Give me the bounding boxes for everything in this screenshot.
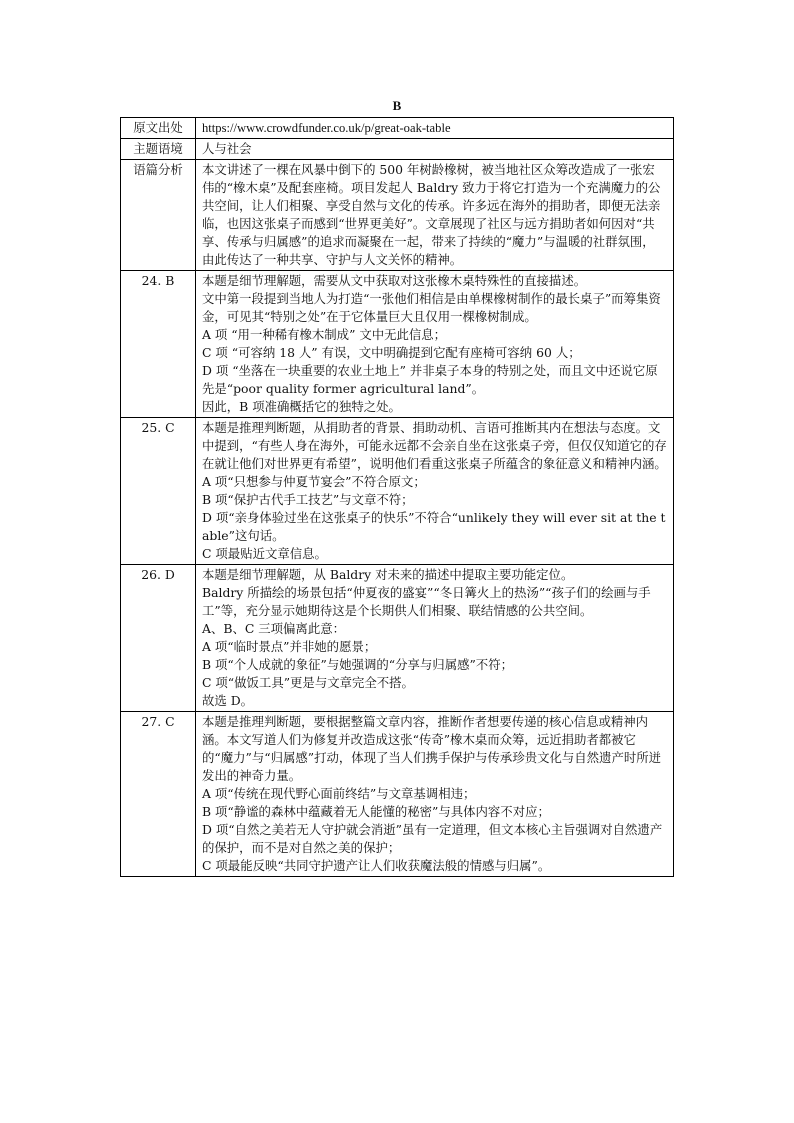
question-explanation [196,565,674,712]
theme-value: 人与社会 [196,139,674,160]
explanation-line: C 项“做饭工具”更是与文章完全不搭。 [202,675,414,690]
question-number: 25. C [121,418,196,565]
explanation-line: D 项“自然之美若无人守护就会消逝”虽有一定道理，但文本核心主旨强调对自然遗产的保护，而不是对自然之美的保护； [202,822,663,855]
source-label: 原文出处 [121,118,196,139]
question-number: 26. D [121,565,196,712]
theme-row [121,139,674,160]
question-explanation [196,712,674,877]
explanation-line: A 项“传统在现代野心面前终结”与文章基调相违； [202,786,476,801]
discourse-analysis-text: 本文讲述了一棵在风暴中倒下的 500 年树龄橡树，被当地社区众筹改造成了一张宏伟的“橡木桌”及配套座椅。项目发起人 Baldry 致力于将它打造为一个充满魔力的公共空间，让人们相聚、享受自然与文化的传承。许多远在海外的捐助者，即便无法亲临，也因这张桌子而感到“世界更美好”。文章展现了社区与远方捐助者如何因对“共享、传承与归属感”的追求而凝聚在一起，带来了持续的“魔力”与温暖的社群氛围，由此传达了一种共享、守护与人文关怀的精神。 [196,160,674,271]
source-url: https://www.crowdfunder.co.uk/p/great-oak-table [196,118,674,139]
explanation-line: C 项最贴近文章信息。 [202,546,327,561]
explanation-line: 文中第一段提到当地人为打造“一张他们相信是由单棵橡树制作的最长桌子”而筹集资金，可见其“特别之处”在于它体量巨大且仅用一棵橡树制成。 [202,291,661,324]
discourse-analysis-row [121,160,674,271]
question-number: 24. B [121,271,196,418]
explanation-line: 本题是细节理解题，需要从文中获取对这张橡木桌特殊性的直接描述。 [202,273,587,288]
question-explanation [196,271,674,418]
question-row-25 [121,418,674,565]
explanation-line: D 项“亲身体验过坐在这张桌子的快乐”不符合“unlikely they will ever sit at the table”这句话。 [202,510,666,543]
question-row-27 [121,712,674,877]
explanation-line: C 项 “可容纳 18 人” 有误，文中明确提到它配有座椅可容纳 60 人； [202,345,581,360]
explanation-line: Baldry 所描绘的场景包括“仲夏夜的盛宴”“冬日篝火上的热汤”“孩子们的绘画与手工”等，充分显示她期待这是个长期供人们相聚、联结情感的公共空间。 [202,585,651,618]
theme-label: 主题语境 [121,139,196,160]
question-number: 27. C [121,712,196,877]
discourse-analysis-label: 语篇分析 [121,160,196,271]
question-row-26 [121,565,674,712]
explanation-line: 本题是推理判断题，从捐助者的背景、捐助动机、言语可推断其内在想法与态度。文中提到，“有些人身在海外，可能永远都不会亲自坐在这张桌子旁，但仅仅知道它的存在就让他们对世界更有希望”，说明他们看重这张桌子所蕴含的象征意义和精神内涵。 [202,420,667,471]
explanation-line: A、B、C 三项偏离此意： [202,621,345,636]
explanation-line: D 项 “坐落在一块重要的农业土地上” 并非桌子本身的特别之处，而且文中还说它原先是“poor quality former agricultural land”。 [202,363,658,396]
explanation-line: 本题是推理判断题，要根据整篇文章内容，推断作者想要传递的核心信息或精神内涵。本文写道人们为修复并改造成这张“传奇”橡木桌而众筹，远近捐助者都被它的“魔力”与“归属感”打动，体现了当人们携手保护与传承珍贵文化与自然遗产时所迸发出的神奇力量。 [202,714,662,783]
explanation-line: 因此，B 项准确概括它的独特之处。 [202,399,401,414]
explanation-line: B 项“保护古代手工技艺”与文章不符； [202,492,414,507]
analysis-table [120,117,674,877]
question-explanation [196,418,674,565]
question-row-24 [121,271,674,418]
explanation-line: A 项“只想参与仲夏节宴会”不符合原文； [202,474,426,489]
explanation-line: 故选 D。 [202,693,254,708]
explanation-line: A 项“临时景点”并非她的愿景； [202,639,377,654]
explanation-line: 本题是细节理解题，从 Baldry 对未来的描述中提取主要功能定位。 [202,567,574,582]
explanation-line: A 项 “用一种稀有橡木制成” 文中无此信息； [202,327,447,342]
explanation-line: C 项最能反映“共同守护遗产让人们收获魔法般的情感与归属”。 [202,858,551,873]
source-row [121,118,674,139]
explanation-line: B 项“静谧的森林中蕴藏着无人能懂的秘密”与具体内容不对应； [202,804,550,819]
explanation-line: B 项“个人成就的象征”与她强调的“分享与归属感”不符； [202,657,513,672]
section-title: B [392,98,402,113]
